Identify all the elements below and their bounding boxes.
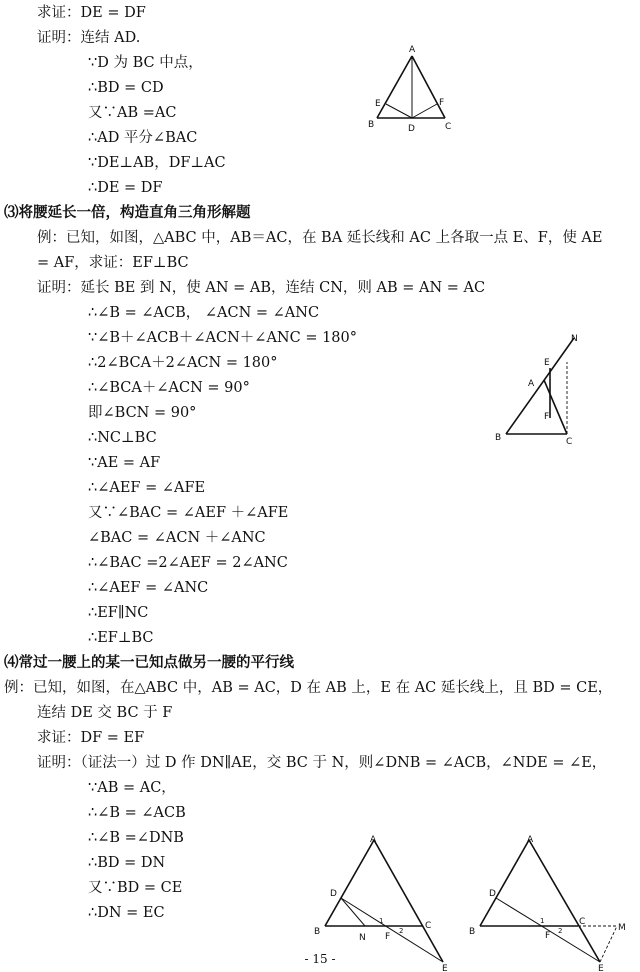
point-label: N <box>359 933 366 943</box>
text-line: ∴EF⊥BC <box>88 630 154 646</box>
text-line: 求证：DF = EF <box>37 730 145 746</box>
point-label: C <box>425 921 432 931</box>
point-label: A <box>370 835 377 845</box>
point-label: F <box>544 412 550 422</box>
text-line: 又∵BD = CE <box>88 880 183 896</box>
point-label: F <box>439 98 445 108</box>
text-line: ∴∠B = ∠ACB <box>88 805 186 821</box>
angle-label: 2 <box>399 927 404 935</box>
point-label: F <box>545 931 551 941</box>
text-line: ∴DE = DF <box>88 180 163 196</box>
text-line: ∴∠AEF = ∠ANC <box>88 580 209 596</box>
text-line: 又∵AB =AC <box>88 105 177 121</box>
point-label: B <box>368 120 375 130</box>
text-line: = AF，求证：EF⊥BC <box>37 255 189 271</box>
point-label: E <box>442 964 448 972</box>
figure-isosceles-perpendiculars <box>365 40 465 135</box>
text-line: ∴BD = DN <box>88 855 166 871</box>
text-line: 证明：延长 BE 到 N，使 AN = AB，连结 CN，则 AB = AN = AC <box>37 280 486 296</box>
angle-label: 1 <box>540 917 545 925</box>
text-line: 证明：（证法一）过 D 作 DN∥AE，交 BC 于 N，则∠DNB = ∠ACB，∠NDE = ∠E， <box>37 755 607 771</box>
point-label: M <box>618 923 626 933</box>
text-line: 连结 DE 交 BC 于 F <box>37 705 173 721</box>
point-label: B <box>469 927 476 937</box>
point-label: A <box>528 379 535 389</box>
point-label: C <box>579 917 586 927</box>
figure-extended-leg <box>490 330 590 445</box>
text-line: ∴DN = EC <box>88 905 165 921</box>
point-label: D <box>330 889 337 899</box>
text-line: ∵∠B＋∠ACB＋∠ACN＋∠ANC = 180° <box>88 330 358 346</box>
text-line: 又∵∠BAC = ∠AEF ＋∠AFE <box>88 505 289 521</box>
page-number: - 15 - <box>304 952 336 966</box>
point-label: D <box>489 889 496 899</box>
text-line: 证明：连结 AD. <box>37 30 141 46</box>
point-label: E <box>544 358 550 368</box>
text-line: 例：已知，如图，在△ABC 中，AB = AC，D 在 AB 上，E 在 AC 延长线上，且 BD = CE， <box>4 680 613 696</box>
section-heading: ⑶将腰延长一倍，构造直角三角形解题 <box>4 204 251 221</box>
text-line: ∵AE = AF <box>88 455 161 471</box>
text-line: ∴∠B =∠DNB <box>88 830 184 846</box>
point-label: E <box>598 964 604 972</box>
text-line: ∴2∠BCA＋2∠ACN = 180° <box>88 355 278 371</box>
text-line: 例：已知，如图，△ABC 中，AB＝AC，在 BA 延长线和 AC 上各取一点 E、F，使 AE <box>37 230 603 246</box>
text-line: ∴∠BCA＋∠ACN = 90° <box>88 380 250 396</box>
angle-label: 2 <box>558 927 563 935</box>
text-line: ∴∠B = ∠ACB， ∠ACN = ∠ANC <box>88 305 320 321</box>
point-label: E <box>375 99 381 109</box>
text-line: ∴EF∥NC <box>88 605 149 621</box>
text-line: ∠BAC = ∠ACN ＋∠ANC <box>88 530 266 546</box>
text-line: ∴NC⊥BC <box>88 430 157 446</box>
point-label: A <box>409 45 416 55</box>
section-heading: ⑷常过一腰上的某一已知点做另一腰的平行线 <box>4 654 294 671</box>
point-label: D <box>408 124 415 134</box>
point-label: C <box>445 122 452 132</box>
text-line: ∴AD 平分∠BAC <box>88 130 198 146</box>
figure-parallel-dn <box>310 830 455 972</box>
text-line: ∵D 为 BC 中点， <box>88 55 203 71</box>
text-line: ∴∠AEF = ∠AFE <box>88 480 206 496</box>
text-line: 求证：DE = DF <box>37 5 146 21</box>
point-label: F <box>385 932 391 942</box>
text-line: ∵AB = AC， <box>88 780 176 796</box>
figure-method-two <box>465 830 640 972</box>
text-line: ∵DE⊥AB，DF⊥AC <box>88 155 226 171</box>
angle-label: 1 <box>379 917 384 925</box>
text-line: ∴∠BAC =2∠AEF = 2∠ANC <box>88 555 288 571</box>
point-label: C <box>566 437 573 447</box>
point-label: N <box>571 334 578 344</box>
text-line: ∴BD = CD <box>88 80 164 96</box>
point-label: B <box>314 927 321 937</box>
point-label: A <box>527 835 534 845</box>
text-line: 即∠BCN = 90° <box>88 405 197 421</box>
point-label: B <box>495 433 502 443</box>
